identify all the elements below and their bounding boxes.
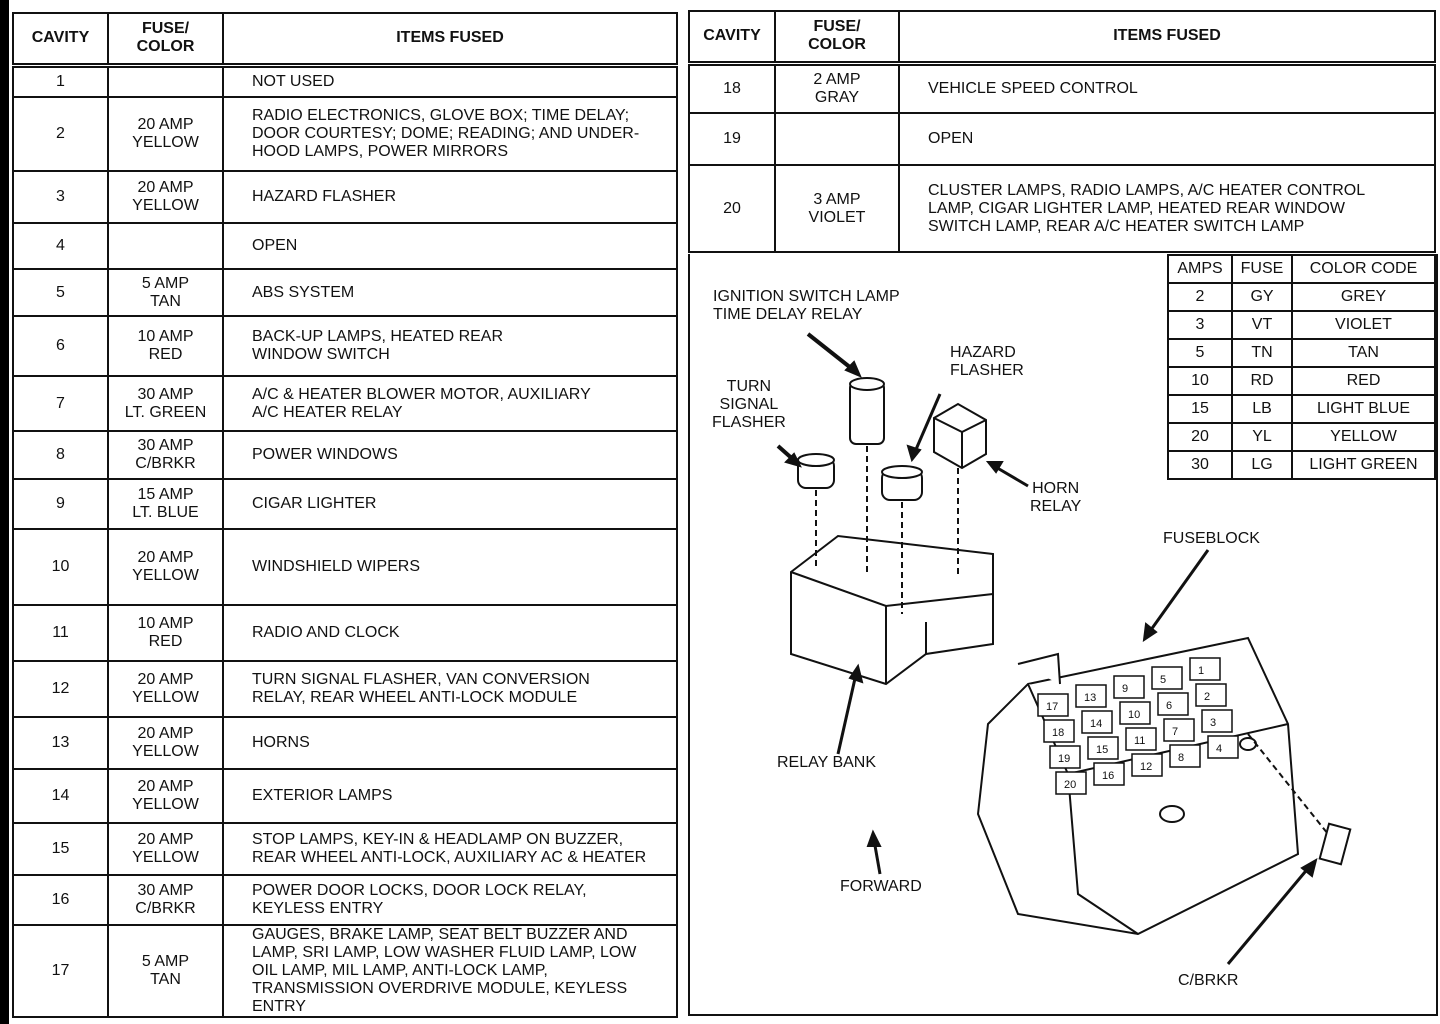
- fuse-slot-number: 18: [1052, 727, 1065, 739]
- cavity-number: 10: [13, 529, 108, 605]
- label-cbrkr: C/BRKR: [1178, 972, 1239, 989]
- table-row: [13, 316, 677, 376]
- color-code-row: [1168, 395, 1435, 423]
- color-code-cell: GREY: [1292, 283, 1435, 311]
- fuse-slot: [1164, 719, 1194, 741]
- color-code-row: [1168, 367, 1435, 395]
- items-fused: CLUSTER LAMPS, RADIO LAMPS, A/C HEATER CONTROL LAMP, CIGAR LIGHTER LAMP, HEATED REAR WINDOW SWITCH LAMP, REAR A/C HEATER SWITCH LAMP: [899, 165, 1435, 252]
- cavity-number: 6: [13, 316, 108, 376]
- fuse-slot: [1114, 676, 1144, 698]
- fuse-slot-number: 6: [1166, 700, 1173, 712]
- color-code-row: [1168, 339, 1435, 367]
- fuse-color: 20 AMP YELLOW: [108, 97, 223, 171]
- fuse-slot-number: 16: [1102, 770, 1115, 782]
- color-code-header: FUSE: [1232, 255, 1292, 283]
- relay-bank-shape: [791, 536, 993, 684]
- label-relay-bank: RELAY BANK: [777, 754, 877, 771]
- cavity-number: 1: [13, 65, 108, 97]
- color-code-cell: VT: [1232, 311, 1292, 339]
- color-code-cell: 2: [1168, 283, 1232, 311]
- fuse-color: 20 AMP YELLOW: [108, 823, 223, 875]
- color-code-cell: LIGHT BLUE: [1292, 395, 1435, 423]
- color-code-cell: 5: [1168, 339, 1232, 367]
- cavity-number: 11: [13, 605, 108, 661]
- fuse-color: [775, 113, 899, 165]
- color-code-cell: GY: [1232, 283, 1292, 311]
- fuse-slot-number: 9: [1122, 683, 1129, 695]
- header-fuse-color: FUSE/ COLOR: [108, 13, 223, 65]
- fuse-slot-number: 19: [1058, 753, 1071, 765]
- fuse-color: 3 AMP VIOLET: [775, 165, 899, 252]
- fuse-color: 20 AMP YELLOW: [108, 171, 223, 223]
- fuse-color: 2 AMP GRAY: [775, 63, 899, 113]
- color-code-cell: YL: [1232, 423, 1292, 451]
- table-row: [13, 529, 677, 605]
- items-fused: A/C & HEATER BLOWER MOTOR, AUXILIARY A/C HEATER RELAY: [223, 376, 677, 431]
- color-code-cell: VIOLET: [1292, 311, 1435, 339]
- header-items-fused: ITEMS FUSED: [223, 13, 677, 65]
- fuse-color: 30 AMP LT. GREEN: [108, 376, 223, 431]
- fuse-slot-number: 5: [1160, 674, 1167, 686]
- fuse-color: 20 AMP YELLOW: [108, 769, 223, 823]
- fuse-table-left: [12, 12, 678, 1018]
- color-code-row: [1168, 311, 1435, 339]
- color-code-cell: 20: [1168, 423, 1232, 451]
- items-fused: RADIO AND CLOCK: [223, 605, 677, 661]
- color-code-row: [1168, 283, 1435, 311]
- fuse-slot-number: 3: [1210, 717, 1217, 729]
- cavity-number: 13: [13, 717, 108, 769]
- color-code-row: [1168, 451, 1435, 479]
- fuse-color: [108, 65, 223, 97]
- items-fused: NOT USED: [223, 65, 677, 97]
- fuse-slot-number: 10: [1128, 709, 1141, 721]
- items-fused: HAZARD FLASHER: [223, 171, 677, 223]
- items-fused: OPEN: [899, 113, 1435, 165]
- fuse-color: 20 AMP YELLOW: [108, 529, 223, 605]
- color-code-header: AMPS: [1168, 255, 1232, 283]
- items-fused: BACK-UP LAMPS, HEATED REAR WINDOW SWITCH: [223, 316, 677, 376]
- items-fused: GAUGES, BRAKE LAMP, SEAT BELT BUZZER AND LAMP, SRI LAMP, LOW WASHER FLUID LAMP, LOW OIL LAMP, MIL LAMP, ANTI-LOCK LAMP, TRANSMISSION OVERDRIVE MODULE, KEYLESS ENTRY: [223, 925, 677, 1017]
- cavity-number: 15: [13, 823, 108, 875]
- color-code-cell: LG: [1232, 451, 1292, 479]
- items-fused: POWER DOOR LOCKS, DOOR LOCK RELAY, KEYLESS ENTRY: [223, 875, 677, 925]
- header-cavity: CAVITY: [13, 13, 108, 65]
- fuse-slot-number: 17: [1046, 701, 1059, 713]
- color-code-cell: LIGHT GREEN: [1292, 451, 1435, 479]
- fuse-color: 5 AMP TAN: [108, 925, 223, 1017]
- table-row: [13, 605, 677, 661]
- cavity-number: 17: [13, 925, 108, 1017]
- fuse-slot-number: 4: [1216, 743, 1223, 755]
- cavity-number: 8: [13, 431, 108, 479]
- cavity-number: 3: [13, 171, 108, 223]
- items-fused: POWER WINDOWS: [223, 431, 677, 479]
- scan-edge: [0, 0, 9, 1024]
- fuse-slot-number: 11: [1134, 735, 1146, 747]
- table-row: [13, 875, 677, 925]
- fuse-slot-number: 13: [1084, 692, 1097, 704]
- fuse-slot-number: 2: [1204, 691, 1211, 703]
- table-row: [13, 823, 677, 875]
- fuse-color: 20 AMP YELLOW: [108, 661, 223, 717]
- items-fused: HORNS: [223, 717, 677, 769]
- cavity-number: 4: [13, 223, 108, 269]
- color-code-cell: RD: [1232, 367, 1292, 395]
- header-cavity: CAVITY: [689, 11, 775, 63]
- color-code-cell: YELLOW: [1292, 423, 1435, 451]
- fuse-slot-number: 1: [1198, 665, 1205, 677]
- table-row: [689, 165, 1435, 252]
- fuse-table-right: [688, 10, 1436, 253]
- fuse-slot: [1196, 684, 1226, 706]
- items-fused: WINDSHIELD WIPERS: [223, 529, 677, 605]
- cavity-number: 16: [13, 875, 108, 925]
- fuse-slot-number: 8: [1178, 752, 1185, 764]
- table-row: [13, 717, 677, 769]
- items-fused: CIGAR LIGHTER: [223, 479, 677, 529]
- fuse-slot-number: 15: [1096, 744, 1109, 756]
- fuse-color: 30 AMP C/BRKR: [108, 431, 223, 479]
- cavity-number: 20: [689, 165, 775, 252]
- color-code-cell: TAN: [1292, 339, 1435, 367]
- fuse-color: 5 AMP TAN: [108, 269, 223, 316]
- table-row: [13, 431, 677, 479]
- fuse-color: 20 AMP YELLOW: [108, 717, 223, 769]
- items-fused: RADIO ELECTRONICS, GLOVE BOX; TIME DELAY; DOOR COURTESY; DOME; READING; AND UNDER- HOOD LAMPS, POWER MIRRORS: [223, 97, 677, 171]
- label-forward: FORWARD: [840, 878, 922, 895]
- color-code-cell: 3: [1168, 311, 1232, 339]
- fuse-slot: [1152, 667, 1182, 689]
- cavity-number: 18: [689, 63, 775, 113]
- horn-relay-shape: [934, 404, 986, 468]
- cavity-number: 12: [13, 661, 108, 717]
- fuse-slot: [1158, 693, 1188, 715]
- table-row: [13, 661, 677, 717]
- fuse-slot: [1208, 736, 1238, 758]
- fuse-slot: [1190, 658, 1220, 680]
- cavity-number: 9: [13, 479, 108, 529]
- table-row: [13, 769, 677, 823]
- header-fuse-color: FUSE/ COLOR: [775, 11, 899, 63]
- color-code-cell: 10: [1168, 367, 1232, 395]
- turn-signal-flasher-shape: [798, 454, 834, 488]
- items-fused: STOP LAMPS, KEY-IN & HEADLAMP ON BUZZER, REAR WHEEL ANTI-LOCK, AUXILIARY AC & HEATER: [223, 823, 677, 875]
- label-fuseblock: FUSEBLOCK: [1163, 530, 1260, 547]
- fuse-slot-number: 20: [1064, 779, 1077, 791]
- label-hazard-flasher: HAZARD FLASHER: [950, 344, 1024, 379]
- label-horn-relay: HORN RELAY: [1030, 480, 1082, 515]
- items-fused: ABS SYSTEM: [223, 269, 677, 316]
- cavity-number: 5: [13, 269, 108, 316]
- table-row: [13, 269, 677, 316]
- label-ignition-relay: IGNITION SWITCH LAMP TIME DELAY RELAY: [713, 288, 900, 323]
- fuse-slot-number: 14: [1090, 718, 1103, 730]
- fuse-color: 10 AMP RED: [108, 316, 223, 376]
- table-row: [13, 171, 677, 223]
- color-code-cell: TN: [1232, 339, 1292, 367]
- cavity-number: 14: [13, 769, 108, 823]
- hazard-flasher-shape: [882, 466, 922, 500]
- fuse-color: 30 AMP C/BRKR: [108, 875, 223, 925]
- fuse-color: [108, 223, 223, 269]
- header-items-fused: ITEMS FUSED: [899, 11, 1435, 63]
- items-fused: TURN SIGNAL FLASHER, VAN CONVERSION RELAY, REAR WHEEL ANTI-LOCK MODULE: [223, 661, 677, 717]
- color-code-cell: RED: [1292, 367, 1435, 395]
- table-row: [689, 113, 1435, 165]
- table-row: [13, 925, 677, 1017]
- items-fused: OPEN: [223, 223, 677, 269]
- table-row: [13, 479, 677, 529]
- fuse-slot-number: 12: [1140, 761, 1153, 773]
- fuse-color: 10 AMP RED: [108, 605, 223, 661]
- label-turn-signal-flasher: TURN SIGNAL FLASHER: [712, 378, 786, 431]
- cavity-number: 2: [13, 97, 108, 171]
- fuse-slot: [1170, 745, 1200, 767]
- table-row: [13, 65, 677, 97]
- table-row: [13, 97, 677, 171]
- color-code-cell: 15: [1168, 395, 1232, 423]
- items-fused: EXTERIOR LAMPS: [223, 769, 677, 823]
- color-code-row: [1168, 423, 1435, 451]
- color-code-cell: LB: [1232, 395, 1292, 423]
- color-code-header: COLOR CODE: [1292, 255, 1435, 283]
- color-code-table: [1167, 254, 1436, 480]
- table-row: [13, 223, 677, 269]
- color-code-cell: 30: [1168, 451, 1232, 479]
- table-row: [689, 63, 1435, 113]
- fuse-slot: [1202, 710, 1232, 732]
- fuse-slot-number: 7: [1172, 726, 1179, 738]
- cavity-number: 7: [13, 376, 108, 431]
- time-delay-relay-shape: [850, 378, 884, 444]
- cavity-number: 19: [689, 113, 775, 165]
- items-fused: VEHICLE SPEED CONTROL: [899, 63, 1435, 113]
- table-row: [13, 376, 677, 431]
- fuse-color: 15 AMP LT. BLUE: [108, 479, 223, 529]
